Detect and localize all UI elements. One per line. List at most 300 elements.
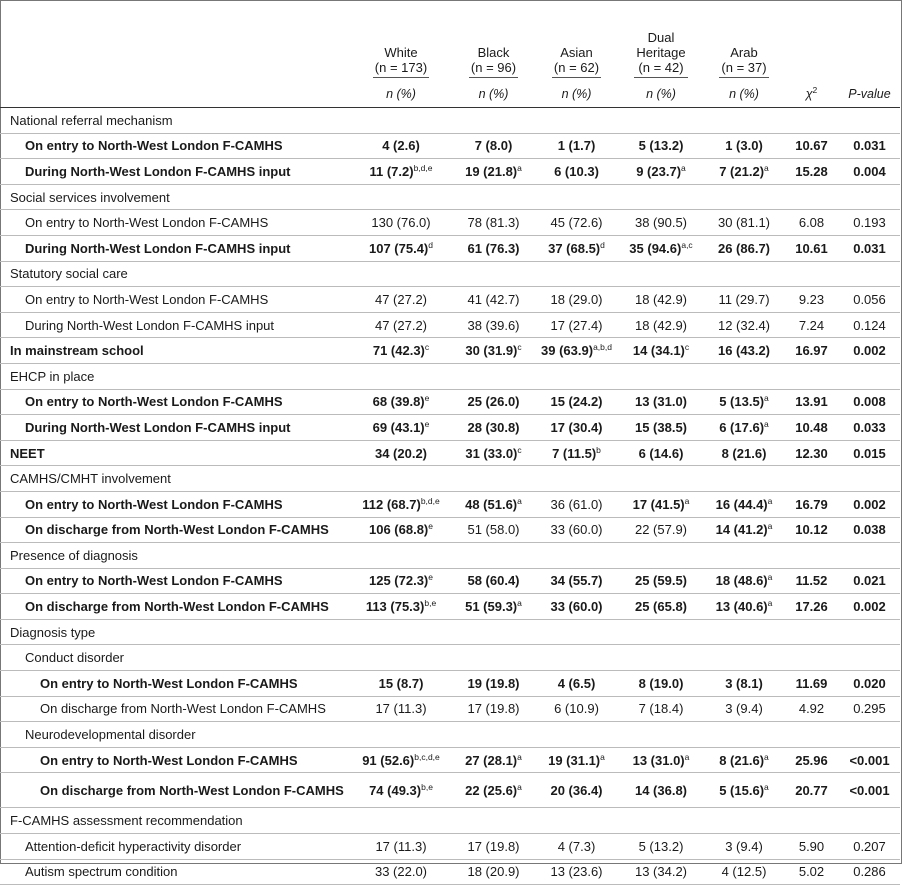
value-cell xyxy=(704,671,784,697)
cell-value: 13 (40.6) xyxy=(715,599,768,615)
significance-superscript: a xyxy=(517,598,522,609)
cell-value: 33 (60.0) xyxy=(550,522,603,538)
value-cell xyxy=(704,773,784,808)
row-label: National referral mechanism xyxy=(0,108,900,134)
value-cell xyxy=(350,338,452,364)
cell-value: 19 (19.8) xyxy=(467,675,520,691)
value-cell xyxy=(704,834,784,860)
cell-value: 4 (7.3) xyxy=(557,838,596,854)
value-cell xyxy=(452,671,535,697)
cell-value: 48 (51.6) xyxy=(465,496,518,512)
significance-superscript: c xyxy=(424,342,430,353)
value-cell xyxy=(452,159,535,185)
cell-value: 13 (31.0) xyxy=(634,394,688,410)
group-white xyxy=(350,0,452,81)
value-cell xyxy=(535,338,618,364)
table-row xyxy=(0,440,900,466)
cell-value: 16 (43.2) xyxy=(717,343,771,359)
chi-square-value: 12.30 xyxy=(784,440,839,466)
row-label: F-CAMHS assessment recommendation xyxy=(0,808,900,834)
cell-value: 9 (23.7) xyxy=(636,163,682,179)
significance-superscript: b,e xyxy=(421,781,433,792)
chi-square-value: 6.08 xyxy=(784,210,839,236)
cell-value: 34 (55.7) xyxy=(550,573,603,589)
value-cell xyxy=(535,859,618,885)
cell-value: 13 (34.2) xyxy=(634,864,688,880)
cell-value: 5 (13.2) xyxy=(638,138,684,154)
table-row xyxy=(0,671,900,697)
value-cell xyxy=(452,133,535,159)
table-row xyxy=(0,696,900,722)
value-cell xyxy=(618,671,704,697)
table-row xyxy=(0,834,900,860)
table-row xyxy=(0,133,900,159)
value-cell xyxy=(704,159,784,185)
cell-value: 18 (48.6) xyxy=(715,573,768,589)
group-name: Dual Heritage xyxy=(636,30,686,60)
value-cell xyxy=(535,491,618,517)
sub-label-dual: n (%) xyxy=(618,81,704,108)
p-value: <0.001 xyxy=(839,747,900,773)
cell-value: 74 (49.3) xyxy=(369,782,422,798)
cell-value: 37 (68.5) xyxy=(548,240,601,256)
value-cell xyxy=(452,594,535,620)
header-blank xyxy=(0,0,350,81)
significance-superscript: a xyxy=(681,162,686,173)
value-cell xyxy=(452,517,535,543)
cell-value: 4 (6.5) xyxy=(557,675,596,691)
chi-square-value: 16.79 xyxy=(784,491,839,517)
row-label: Neurodevelopmental disorder xyxy=(0,722,900,748)
chi-square-header xyxy=(784,81,839,108)
p-value: 0.033 xyxy=(839,415,900,441)
table-row xyxy=(0,235,900,261)
sub-label-black: n (%) xyxy=(452,81,535,108)
row-label: Attention-deficit hyperactivity disorder xyxy=(0,834,350,860)
value-cell xyxy=(704,312,784,338)
cell-value: 33 (60.0) xyxy=(550,599,603,615)
significance-superscript: a xyxy=(764,781,769,792)
cell-value: 25 (26.0) xyxy=(467,394,520,410)
group-n: (n = 62) xyxy=(553,60,600,75)
sub-label-arab: n (%) xyxy=(704,81,784,108)
value-cell xyxy=(350,133,452,159)
cell-value: 18 (20.9) xyxy=(467,864,520,880)
row-label: On entry to North-West London F-CAMHS xyxy=(0,568,350,594)
cell-value: 6 (10.9) xyxy=(554,701,599,717)
section-row xyxy=(0,466,900,492)
chi-square-value: 25.96 xyxy=(784,747,839,773)
value-cell xyxy=(618,747,704,773)
p-value: 0.008 xyxy=(839,389,900,415)
value-cell xyxy=(452,287,535,313)
chi-square-value: 10.12 xyxy=(784,517,839,543)
cell-value: 17 (27.4) xyxy=(550,317,603,333)
header-sub-row xyxy=(0,81,900,108)
section-row xyxy=(0,543,900,569)
row-label: Diagnosis type xyxy=(0,619,900,645)
p-value: 0.193 xyxy=(839,210,900,236)
value-cell xyxy=(704,696,784,722)
value-cell xyxy=(618,594,704,620)
chi-square-value: 5.90 xyxy=(784,834,839,860)
significance-superscript: a xyxy=(767,598,773,609)
cell-value: 15 (38.5) xyxy=(634,419,688,435)
cell-value: 17 (30.4) xyxy=(550,419,603,435)
significance-superscript: e xyxy=(428,521,433,532)
row-label: During North-West London F-CAMHS input xyxy=(0,415,350,441)
chi-square-value: 11.69 xyxy=(784,671,839,697)
cell-value: 58 (60.4) xyxy=(467,573,520,589)
value-cell xyxy=(618,773,704,808)
cell-value: 8 (19.0) xyxy=(638,675,684,691)
cell-value: 36 (61.0) xyxy=(550,496,603,512)
cell-value: 3 (9.4) xyxy=(725,701,763,717)
cell-value: 6 (10.3) xyxy=(554,163,599,179)
chi-square-value: 16.97 xyxy=(784,338,839,364)
cell-value: 17 (19.8) xyxy=(467,701,520,717)
section-row xyxy=(0,363,900,389)
sub-label-white: n (%) xyxy=(350,81,452,108)
significance-superscript: a xyxy=(517,751,522,762)
value-cell xyxy=(704,517,784,543)
p-value: <0.001 xyxy=(839,773,900,808)
chi-square-value: 15.28 xyxy=(784,159,839,185)
value-cell xyxy=(704,568,784,594)
row-label: NEET xyxy=(0,440,350,466)
value-cell xyxy=(535,594,618,620)
value-cell xyxy=(535,210,618,236)
value-cell xyxy=(350,568,452,594)
significance-superscript: a xyxy=(517,495,522,506)
cell-value: 38 (90.5) xyxy=(634,215,688,231)
cell-value: 51 (58.0) xyxy=(467,522,520,538)
cell-value: 51 (59.3) xyxy=(465,599,518,615)
significance-superscript: a xyxy=(764,751,769,762)
p-value: 0.056 xyxy=(839,287,900,313)
chi-square-value: 9.23 xyxy=(784,287,839,313)
cell-value: 69 (43.1) xyxy=(372,419,425,435)
significance-superscript: a xyxy=(764,393,769,404)
cell-value: 15 (24.2) xyxy=(550,394,603,410)
table-row xyxy=(0,312,900,338)
cell-value: 5 (15.6) xyxy=(719,782,765,798)
table-row xyxy=(0,389,900,415)
table-row xyxy=(0,568,900,594)
row-label: On entry to North-West London F-CAMHS xyxy=(0,133,350,159)
value-cell xyxy=(452,568,535,594)
row-label: Autism spectrum condition xyxy=(0,859,350,885)
cell-value: 35 (94.6) xyxy=(629,240,682,256)
value-cell xyxy=(535,773,618,808)
cell-value: 14 (36.8) xyxy=(634,782,688,798)
p-value: 0.286 xyxy=(839,859,900,885)
cell-value: 15 (8.7) xyxy=(378,675,424,691)
value-cell xyxy=(350,287,452,313)
value-cell xyxy=(350,312,452,338)
cell-value: 91 (52.6) xyxy=(362,752,415,768)
value-cell xyxy=(452,696,535,722)
value-cell xyxy=(704,133,784,159)
row-label: On entry to North-West London F-CAMHS xyxy=(0,287,350,313)
group-name: Arab xyxy=(730,45,758,60)
table-body xyxy=(0,108,900,885)
row-label: On discharge from North-West London F-CAMHS xyxy=(0,696,350,722)
cell-value: 130 (76.0) xyxy=(371,215,431,231)
significance-superscript: a xyxy=(767,495,773,506)
chi-square-value: 10.48 xyxy=(784,415,839,441)
value-cell xyxy=(350,594,452,620)
cell-value: 33 (22.0) xyxy=(374,864,428,880)
row-label: On entry to North-West London F-CAMHS xyxy=(0,671,350,697)
cell-value: 47 (27.2) xyxy=(374,317,428,333)
value-cell xyxy=(535,696,618,722)
cell-value: 14 (34.1) xyxy=(632,343,685,359)
p-value: 0.002 xyxy=(839,491,900,517)
group-n: (n = 42) xyxy=(638,60,684,75)
cell-value: 7 (11.5) xyxy=(552,445,597,461)
significance-superscript: a xyxy=(767,572,773,583)
cell-value: 17 (41.5) xyxy=(632,496,685,512)
group-name: Asian xyxy=(560,45,593,60)
table-row xyxy=(0,287,900,313)
value-cell xyxy=(350,159,452,185)
section-row xyxy=(0,645,900,671)
value-cell xyxy=(535,671,618,697)
value-cell xyxy=(535,834,618,860)
value-cell xyxy=(535,415,618,441)
sub-label-asian: n (%) xyxy=(535,81,618,108)
significance-superscript: c xyxy=(517,342,522,353)
value-cell xyxy=(618,287,704,313)
value-cell xyxy=(704,440,784,466)
cell-value: 4 (2.6) xyxy=(382,138,420,154)
p-value: 0.031 xyxy=(839,235,900,261)
cell-value: 34 (20.2) xyxy=(374,445,428,461)
chi-square-value: 11.52 xyxy=(784,568,839,594)
value-cell xyxy=(350,440,452,466)
value-cell xyxy=(452,210,535,236)
significance-superscript: a xyxy=(517,781,522,792)
value-cell xyxy=(535,747,618,773)
cell-value: 31 (33.0) xyxy=(465,445,518,461)
value-cell xyxy=(618,415,704,441)
table-row xyxy=(0,159,900,185)
group-n: (n = 173) xyxy=(374,60,428,75)
table-row xyxy=(0,210,900,236)
significance-superscript: b,d,e xyxy=(413,162,433,173)
cell-value: 11 (29.7) xyxy=(718,291,770,307)
chi-square-value: 7.24 xyxy=(784,312,839,338)
cell-value: 14 (41.2) xyxy=(715,522,768,538)
cell-value: 38 (39.6) xyxy=(467,317,520,333)
significance-superscript: a xyxy=(600,751,605,762)
table-row xyxy=(0,517,900,543)
cell-value: 112 (68.7) xyxy=(362,496,421,512)
significance-superscript: a xyxy=(684,495,690,506)
header-blank-p xyxy=(839,0,900,81)
section-row xyxy=(0,261,900,287)
section-row xyxy=(0,184,900,210)
value-cell xyxy=(452,338,535,364)
cell-value: 30 (81.1) xyxy=(717,215,771,231)
value-cell xyxy=(704,235,784,261)
cell-value: 78 (81.3) xyxy=(467,215,520,231)
chi-square-value: 10.67 xyxy=(784,133,839,159)
table-row xyxy=(0,594,900,620)
value-cell xyxy=(350,517,452,543)
value-cell xyxy=(618,491,704,517)
cell-value: 20 (36.4) xyxy=(550,782,603,798)
value-cell xyxy=(452,389,535,415)
cell-value: 1 (3.0) xyxy=(725,138,763,154)
row-label: EHCP in place xyxy=(0,363,900,389)
cell-value: 13 (31.0) xyxy=(632,752,685,768)
group-name: Black xyxy=(477,45,510,60)
chi-square-value: 20.77 xyxy=(784,773,839,808)
row-label: CAMHS/CMHT involvement xyxy=(0,466,900,492)
cell-value: 26 (86.7) xyxy=(717,240,771,256)
cell-value: 18 (29.0) xyxy=(550,291,603,307)
cell-value: 18 (42.9) xyxy=(634,291,688,307)
p-value: 0.207 xyxy=(839,834,900,860)
p-value: 0.020 xyxy=(839,671,900,697)
value-cell xyxy=(618,312,704,338)
value-cell xyxy=(618,834,704,860)
significance-superscript: a xyxy=(517,162,522,173)
value-cell xyxy=(350,834,452,860)
significance-superscript: b,e xyxy=(424,598,437,609)
p-value: 0.002 xyxy=(839,338,900,364)
value-cell xyxy=(452,834,535,860)
cell-value: 17 (11.3) xyxy=(375,701,427,717)
significance-superscript: b,d,e xyxy=(420,495,440,506)
row-label: In mainstream school xyxy=(0,338,350,364)
row-label: On entry to North-West London F-CAMHS xyxy=(0,389,350,415)
row-label: On discharge from North-West London F-CAMHS xyxy=(0,594,350,620)
chi-square-value: 4.92 xyxy=(784,696,839,722)
chi-square-value: 5.02 xyxy=(784,859,839,885)
row-label: During North-West London F-CAMHS input xyxy=(0,159,350,185)
significance-superscript: c xyxy=(517,444,522,455)
cell-value: 47 (27.2) xyxy=(374,291,428,307)
table-row xyxy=(0,859,900,885)
cell-value: 8 (21.6) xyxy=(721,445,767,461)
cell-value: 28 (30.8) xyxy=(467,419,520,435)
value-cell xyxy=(350,859,452,885)
row-label: On discharge from North-West London F-CAMHS xyxy=(0,517,350,543)
value-cell xyxy=(350,696,452,722)
value-cell xyxy=(452,747,535,773)
p-value: 0.021 xyxy=(839,568,900,594)
row-label: During North-West London F-CAMHS input xyxy=(0,312,350,338)
cell-value: 8 (21.6) xyxy=(719,752,765,768)
significance-superscript: e xyxy=(424,418,430,429)
significance-superscript: e xyxy=(428,572,433,583)
cell-value: 3 (8.1) xyxy=(725,675,763,691)
value-cell xyxy=(704,287,784,313)
significance-superscript: a xyxy=(764,162,769,173)
value-cell xyxy=(704,415,784,441)
value-cell xyxy=(704,594,784,620)
cell-value: 3 (9.4) xyxy=(725,838,763,854)
value-cell xyxy=(535,312,618,338)
cell-value: 39 (63.9) xyxy=(541,343,594,359)
cell-value: 25 (59.5) xyxy=(634,573,688,589)
significance-superscript: b xyxy=(596,444,601,455)
cell-value: 45 (72.6) xyxy=(550,215,603,231)
p-value: 0.004 xyxy=(839,159,900,185)
cell-value: 41 (42.7) xyxy=(467,291,520,307)
cell-value: 17 (11.3) xyxy=(375,838,427,854)
cell-value: 7 (21.2) xyxy=(719,163,765,179)
group-n: (n = 96) xyxy=(470,60,517,75)
significance-superscript: c xyxy=(684,342,690,353)
value-cell xyxy=(535,440,618,466)
value-cell xyxy=(618,440,704,466)
cell-value: 7 (18.4) xyxy=(638,701,684,717)
chi-superscript: 2 xyxy=(812,84,818,95)
cell-value: 7 (8.0) xyxy=(474,138,513,154)
group-name: White xyxy=(384,45,418,60)
cell-value: 6 (14.6) xyxy=(638,445,684,461)
chi-square-value: 17.26 xyxy=(784,594,839,620)
cell-value: 16 (44.4) xyxy=(715,496,768,512)
row-label: On entry to North-West London F-CAMHS xyxy=(0,491,350,517)
header-sub-blank xyxy=(0,81,350,108)
value-cell xyxy=(452,491,535,517)
value-cell xyxy=(350,210,452,236)
value-cell xyxy=(618,133,704,159)
cell-value: 6 (17.6) xyxy=(719,419,765,435)
header-blank-chi xyxy=(784,0,839,81)
cell-value: 5 (13.5) xyxy=(719,394,765,410)
value-cell xyxy=(704,859,784,885)
value-cell xyxy=(350,747,452,773)
significance-superscript: a,b,d xyxy=(593,342,612,353)
table-row xyxy=(0,491,900,517)
group-asian xyxy=(535,0,618,81)
cell-value: 12 (32.4) xyxy=(717,317,771,333)
significance-superscript: a xyxy=(764,418,769,429)
row-label: Presence of diagnosis xyxy=(0,543,900,569)
value-cell xyxy=(704,747,784,773)
value-cell xyxy=(452,859,535,885)
cell-value: 68 (39.8) xyxy=(372,394,425,410)
row-label: On entry to North-West London F-CAMHS xyxy=(0,747,350,773)
p-value: 0.295 xyxy=(839,696,900,722)
value-cell xyxy=(350,671,452,697)
cell-value: 1 (1.7) xyxy=(557,138,596,154)
value-cell xyxy=(535,389,618,415)
value-cell xyxy=(350,773,452,808)
value-cell xyxy=(535,159,618,185)
p-value-header: P-value xyxy=(839,81,900,108)
cell-value: 30 (31.9) xyxy=(465,343,518,359)
value-cell xyxy=(535,517,618,543)
row-label: Conduct disorder xyxy=(0,645,900,671)
cell-value: 5 (13.2) xyxy=(638,838,684,854)
table-row xyxy=(0,747,900,773)
significance-superscript: a,c xyxy=(681,239,693,250)
header-group-row xyxy=(0,0,900,81)
section-row xyxy=(0,808,900,834)
value-cell xyxy=(535,235,618,261)
row-label: During North-West London F-CAMHS input xyxy=(0,235,350,261)
cell-value: 19 (31.1) xyxy=(548,752,601,768)
value-cell xyxy=(704,338,784,364)
group-arab xyxy=(704,0,784,81)
